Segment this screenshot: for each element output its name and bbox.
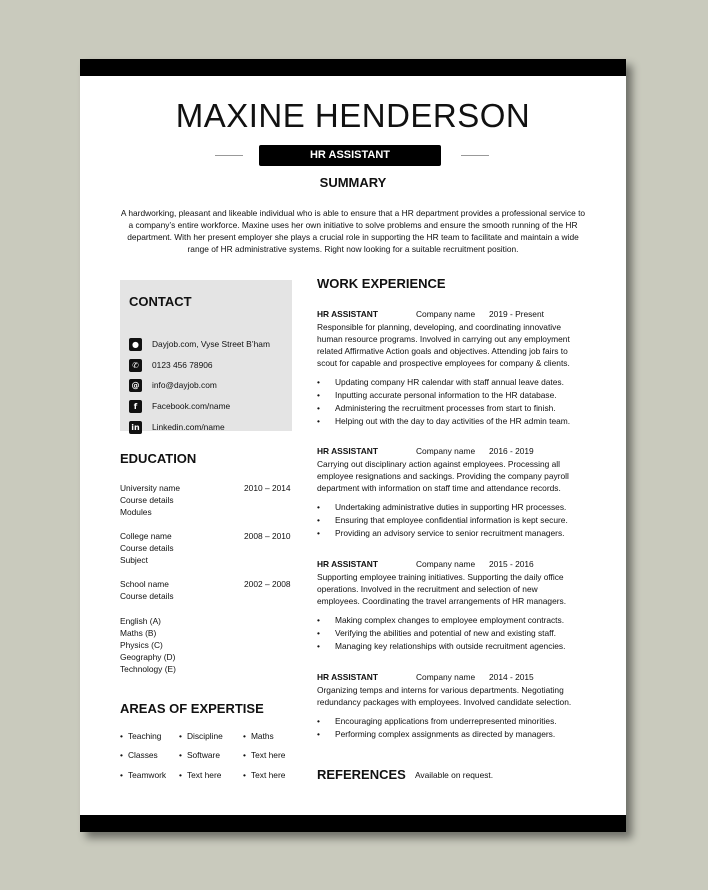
job-bullet: • Performing complex assignments as directed by managers.	[317, 728, 579, 741]
contact-linkedin	[129, 420, 225, 434]
job-company: Company name	[416, 446, 476, 456]
job-bullet: • Ensuring that employee confidential information is kept secure.	[317, 514, 579, 527]
contact-facebook	[129, 399, 230, 413]
job-bullet: • Undertaking administrative duties in supporting HR processes.	[317, 501, 579, 514]
contact-email-text: info@dayjob.com	[152, 380, 217, 390]
job-entry-1	[317, 308, 579, 428]
job-bullets	[317, 501, 579, 540]
references-text: Available on request.	[415, 770, 494, 780]
summary-text: A hardworking, pleasant and likeable individual who is able to ensure that a HR department provides a professional service to a company’s entire workforce. Maxine uses her own initiative to solve problems and ensure the smooth running of the HR department. With her present employer she plays a crucial role in supporting the HR team to facilitate and maintain a wide range of HR administrative systems. Right now looking for a suitable recruitment position.	[120, 208, 586, 254]
linkedin-icon: in	[129, 421, 142, 434]
contact-facebook-text: Facebook.com/name	[152, 401, 231, 411]
job-title: HR ASSISTANT	[317, 446, 378, 456]
expertise-item: • Software	[179, 750, 220, 760]
contact-address-text: Dayjob.com, Vyse Street B’ham	[152, 339, 270, 349]
subject-item: Geography (D)	[120, 652, 176, 662]
expertise-item: • Maths	[243, 731, 274, 741]
education-line: Course details	[120, 591, 174, 601]
subject-item: Physics (C)	[120, 640, 163, 650]
job-description: Responsible for planning, developing, and coordinating innovative human resource programs. Involved in carrying out any employment related Affirmative Action goals and objectives. Attending job fairs to scout for capable and prospective employees for company & clients.	[317, 322, 570, 368]
job-dates: 2015 - 2016	[489, 559, 534, 569]
job-bullet: • Helping out with the day to day activities of the HR admin team.	[317, 415, 579, 428]
job-bullet: • Encouraging applications from underrepresented minorities.	[317, 715, 579, 728]
education-years: 2008 – 2010	[244, 531, 291, 541]
contact-phone-text: 0123 456 78906	[152, 360, 213, 370]
expertise-item: • Classes	[120, 750, 158, 760]
education-years: 2010 – 2014	[244, 483, 291, 493]
contact-box	[120, 280, 292, 431]
work-experience-heading: WORK EXPERIENCE	[317, 276, 446, 291]
job-bullets	[317, 376, 579, 428]
subject-item: English (A)	[120, 616, 161, 626]
job-description: Organizing temps and interns for various departments. Negotiating redundancy packages with employees. Involved candidate selection.	[317, 685, 572, 707]
title-rule-right	[461, 155, 489, 156]
job-dates: 2019 - Present	[489, 309, 544, 319]
subject-item: Technology (E)	[120, 664, 176, 674]
contact-heading: CONTACT	[129, 294, 192, 309]
facebook-icon: f	[129, 400, 142, 413]
expertise-item: • Teaching	[120, 731, 161, 741]
contact-address	[129, 337, 270, 351]
education-line: School name	[120, 579, 169, 589]
expertise-item: • Discipline	[179, 731, 223, 741]
job-title: HR ASSISTANT	[317, 672, 378, 682]
job-title: HR ASSISTANT	[317, 559, 378, 569]
title-rule-left	[215, 155, 243, 156]
education-line: Subject	[120, 555, 148, 565]
job-company: Company name	[416, 559, 476, 569]
subject-list	[120, 615, 176, 675]
education-line: Course details	[120, 495, 174, 505]
education-entry-1	[120, 482, 292, 518]
education-line: College name	[120, 531, 172, 541]
job-bullet: • Verifying the abilities and potential of new and existing staff.	[317, 627, 579, 640]
job-bullets	[317, 715, 579, 741]
job-bullet: • Providing an advisory service to senior recruitment managers.	[317, 527, 579, 540]
phone-icon: ✆	[129, 359, 142, 372]
location-pin-icon: ●	[129, 338, 142, 351]
role-badge: HR ASSISTANT	[259, 145, 441, 166]
job-title: HR ASSISTANT	[317, 309, 378, 319]
education-line: Course details	[120, 543, 174, 553]
bottom-black-bar	[80, 815, 626, 832]
job-company: Company name	[416, 672, 476, 682]
summary-heading: SUMMARY	[319, 175, 387, 190]
job-bullet: • Making complex changes to employee employment contracts.	[317, 614, 579, 627]
education-entry-2	[120, 530, 292, 566]
expertise-item: • Text here	[243, 770, 285, 780]
resume-page	[80, 59, 626, 832]
job-company: Company name	[416, 309, 476, 319]
job-entry-2	[317, 445, 579, 540]
contact-email	[129, 378, 217, 392]
job-bullets	[317, 614, 579, 653]
job-bullet: • Managing key relationships with outside recruitment agencies.	[317, 640, 579, 653]
job-bullet: • Updating company HR calendar with staff annual leave dates.	[317, 376, 579, 389]
contact-linkedin-text: Linkedin.com/name	[152, 422, 225, 432]
references-heading: REFERENCES	[317, 767, 406, 782]
job-description: Carrying out disciplinary action against employees. Processing all employee resignations and sackings. Providing the company payroll department with information on staff time and attendance records.	[317, 459, 569, 493]
expertise-heading: AREAS OF EXPERTISE	[120, 701, 264, 716]
top-black-bar	[80, 59, 626, 76]
subject-item: Maths (B)	[120, 628, 157, 638]
education-years: 2002 – 2008	[244, 579, 291, 589]
job-entry-3	[317, 558, 579, 653]
candidate-name: MAXINE HENDERSON	[175, 97, 531, 134]
job-entry-4	[317, 671, 579, 741]
education-line: Modules	[120, 507, 152, 517]
job-bullet: • Inputting accurate personal information to the HR database.	[317, 389, 579, 402]
expertise-item: • Text here	[179, 770, 221, 780]
education-line: University name	[120, 483, 181, 493]
expertise-item: • Text here	[243, 750, 285, 760]
job-bullet: • Administering the recruitment processes from start to finish.	[317, 402, 579, 415]
education-heading: EDUCATION	[120, 451, 197, 466]
job-dates: 2016 - 2019	[489, 446, 534, 456]
job-dates: 2014 - 2015	[489, 672, 534, 682]
job-description: Supporting employee training initiatives. Supporting the daily office operations. Involved in the recruitment and selection of new employees. Coordinating the travel arrangements of HR managers.	[317, 572, 567, 606]
email-icon: @	[129, 379, 142, 392]
education-entry-3	[120, 578, 292, 602]
contact-phone	[129, 358, 213, 372]
expertise-item: • Teamwork	[120, 770, 166, 780]
